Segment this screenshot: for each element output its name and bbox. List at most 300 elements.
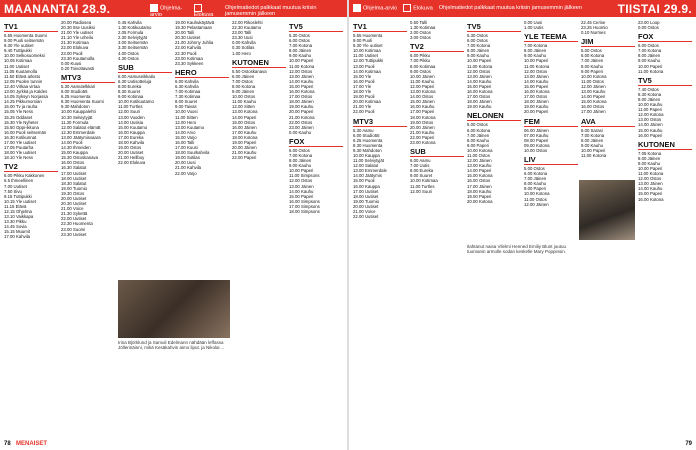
program-listing: 12.05 Puolen tunnin (4, 78, 43, 84)
program-listing: 13.00 Puoli (353, 63, 375, 69)
program-listing: 22.30 Huomenta (61, 221, 93, 227)
program-listing: 15.00 Paperi (289, 193, 314, 199)
channel-name: LIV (524, 155, 578, 165)
program-listing: 7.00 Pikku (410, 58, 431, 64)
program-listing: 4.30 Ostos (118, 55, 139, 61)
program-listing: 19.00 Tuomio (61, 185, 88, 191)
program-listing: 10.15 Yle uutiset (4, 198, 36, 204)
program-listing: 15.00 Kauhu (638, 127, 663, 133)
program-listing: 12.00 Salatut elämät (61, 124, 101, 130)
program-listing: 17.00 Uutiset (61, 170, 87, 176)
program-listing: 6.30 Kahvila (175, 83, 199, 89)
program-listing: 17.00 Eureka (118, 134, 144, 140)
program-listing: 13.00 Jäinen (638, 181, 663, 187)
program-listing: 15.00 Varjo (175, 134, 197, 140)
program-listing: 5.30 Ostos (289, 33, 310, 38)
program-listing: 12.15 Ohjelma (4, 209, 32, 214)
program-listing: 20.30 Uutiset (61, 201, 87, 207)
program-listing: 6.00 Aamuseikkailu (118, 73, 156, 79)
program-listing: 18.00 Yle (353, 89, 372, 95)
program-listing: 8.00 Eureka (410, 168, 434, 174)
program-listing: 15.00 Yle (353, 73, 372, 79)
program-listing: 20.30 Itse Uusiksi (61, 25, 95, 31)
program-listing: 15.00 Kuutamo (118, 124, 148, 130)
schedule-column (410, 20, 464, 194)
program-listing: 11.00 Kotona (638, 171, 664, 177)
channel-name: FEM (524, 117, 578, 127)
program-listing: 10.00 Selkosuomeksi (4, 53, 45, 59)
program-listing: 22.00 Elokuva (61, 45, 89, 51)
program-listing: 20.30 Uutiset (175, 35, 201, 41)
program-listing: 19.00 Tuomio (353, 198, 380, 204)
program-listing: 15.25 Oddaset (4, 114, 33, 120)
program-listing: 23.25 Huomio (581, 25, 608, 31)
program-listing: 8.30 Huomenta (353, 142, 383, 148)
program-listing: 11.00 Ostos (467, 152, 490, 158)
program-listing: 3.30 Seitsemän (118, 45, 148, 51)
program-listing: 9.00 Taivas (175, 104, 197, 110)
program-listing: 12.00 Ostos (638, 176, 662, 182)
rating-square-icon (150, 4, 158, 12)
program-listing: 11.00 Kotona (524, 63, 550, 69)
program-listing: 10.00 Kotona (524, 191, 550, 197)
program-listing: 22.30 Kuutamo (232, 25, 262, 31)
schedule-column (175, 20, 229, 176)
program-listing: 9.00 Kauhu (638, 58, 660, 64)
program-listing: 9.00 Kauhu (524, 53, 546, 59)
program-listing: 10.00 Kauhu (638, 102, 663, 108)
program-listing: 17.00 Yle (353, 83, 372, 89)
channel-name: TV5 (467, 22, 521, 32)
program-listing: 14.00 Kotimaa (353, 68, 381, 74)
schedule-column (289, 20, 343, 214)
program-listing: 15.15 Muumit (4, 229, 31, 235)
program-listing: 0.00 Kauhu (289, 129, 311, 135)
program-listing: 15.00 Puoli (353, 178, 375, 184)
program-listing: 18.00 Jäinen (524, 99, 549, 105)
program-listing: 5.55 Huomenta Suomi (4, 33, 47, 38)
program-listing: 15.30 Ostoskanava (61, 155, 99, 161)
program-listing: 6.25 Huomenta (353, 137, 383, 143)
program-listing: 6.00 Kotona (524, 171, 548, 177)
program-listing: 9.00 Paperi (581, 68, 603, 74)
program-listing: 22.00 Puoli (353, 109, 375, 115)
program-listing: 12.00 Hero (175, 119, 197, 125)
program-listing: 14.45 Sovia (4, 224, 27, 230)
program-listing: 19.00 Puoli (353, 94, 375, 100)
program-listing: 14.00 Kauhu (638, 186, 663, 192)
program-listing: 13.00 Kotona (410, 89, 436, 95)
program-listing: 8.00 Kotona (232, 83, 256, 89)
program-listing: 12.00 Sitten (232, 104, 255, 110)
program-listing: 14.05 Syksyn Norjassa (4, 94, 48, 100)
program-listing: 14.00 Puoli (61, 139, 83, 145)
program-listing: 22.00 Uutiset (353, 214, 379, 220)
program-listing: 12.00 Suuri (118, 109, 140, 115)
program-listing: 15.00 Paperi (638, 191, 663, 197)
program-listing: 0.00 Uusi (524, 20, 543, 25)
program-listing: 6.00 Kahvila (175, 78, 199, 84)
channel-name: TV5 (289, 22, 343, 32)
program-listing: 9.00 Kauhu (638, 160, 660, 166)
program-listing: 21.00 Yle uutiset (61, 30, 93, 36)
program-listing: 10.00 Paperi (467, 58, 492, 64)
channel-name: SUB (118, 63, 172, 73)
program-listing: 20.00 Jäinen (232, 145, 257, 151)
program-listing: 7.00 Uutiset (4, 183, 27, 189)
program-listing: 7.40 Ostos (638, 86, 659, 92)
program-listing: 14.00 Kauhu (524, 78, 549, 84)
program-listing: 20.00 Jäinen (410, 124, 435, 130)
program-listing: 0.10 Nurmes (581, 30, 606, 36)
program-listing: 20.00 Kotona (467, 198, 493, 204)
program-listing: 10.00 Paperi (289, 58, 314, 64)
program-listing: 5.30 Aamutelkkari (61, 83, 96, 89)
program-listing: 23.00 Loop (638, 20, 660, 25)
channel-name: SUB (410, 147, 464, 157)
program-listing: 15.50 Oppi-ikkuna (4, 124, 39, 130)
program-listing: 21.00 Kotona (289, 114, 315, 120)
program-listing: 16.00 Simpsons (289, 198, 320, 204)
program-listing: 13.30 Pikku (4, 219, 27, 225)
program-listing: 0.50 Talli (410, 20, 427, 25)
program-listing: 21.00 Hellboy (118, 155, 145, 161)
program-listing: 15.00 Tv ja rauha (4, 104, 38, 110)
program-listing: 0.00 Kahvila (232, 40, 256, 46)
channel-name: FOX (638, 32, 692, 42)
program-listing: 12.00 Kotona (638, 112, 664, 118)
program-listing: 22.00 Ostos (289, 119, 313, 125)
program-listing: 5.55 Huomenta (353, 33, 383, 38)
legend-film: Elokuva (403, 4, 433, 12)
program-listing: 18.00 Yle uutiset (4, 150, 36, 156)
program-listing: 21.30 Sykettä (61, 211, 88, 217)
program-listing: 20.00 Paperi (289, 109, 314, 115)
schedule-column (232, 20, 286, 160)
program-listing: 18.00 Jäinen (467, 99, 492, 105)
legend-film: Elokuva (194, 4, 219, 18)
schedule-column (638, 20, 692, 202)
program-listing: 11.00 Sitten (175, 114, 198, 120)
program-listing: 6.25 Huomenta (61, 94, 91, 100)
program-listing: 13.00 Ostos (638, 117, 662, 123)
channel-name: MTV3 (353, 117, 407, 127)
program-listing: 7.00 Kotona (638, 48, 662, 54)
program-listing: 13.00 Kauhu (467, 163, 492, 169)
program-listing: 10.30 Selviytyjät (61, 114, 93, 120)
program-listing: 10.00 Paperi (638, 165, 663, 171)
program-listing: 9.00 Puoli (353, 38, 373, 44)
program-listing: 16.00 Kotona (467, 89, 493, 95)
program-listing: 19.00 Paperi (232, 139, 257, 145)
program-listing: 23.30 Kuutamolla (61, 55, 95, 61)
program-listing: 17.00 Ostos (289, 94, 313, 100)
program-listing: 0.30 Sotilas (232, 45, 255, 51)
program-listing: 12.30 Emmerdale (61, 129, 95, 135)
schedule-column (467, 20, 521, 204)
channel-name: TV1 (4, 22, 58, 32)
program-listing: 7.00 Ostos (232, 78, 253, 84)
program-listing: 11.15 Elävä (4, 203, 27, 209)
channel-name: TV2 (4, 162, 58, 172)
program-listing: 16.30 Kotikunnat (4, 134, 37, 140)
program-listing: 13.10 Vaikkapa (4, 214, 34, 220)
program-listing: 0.00 Ostos (638, 25, 659, 31)
program-listing: 06.00 Jäinen (524, 127, 549, 133)
program-listing: 6.00 Ostos (638, 43, 659, 49)
program-listing: 7.00 Kotona (289, 43, 313, 49)
program-listing: 4.00 Ostos (118, 50, 139, 56)
program-listing: 5.30 Ostos (467, 33, 488, 38)
program-listing: 23.00 Suomi (61, 226, 86, 232)
program-listing: 17.00 Yle uutiset (4, 139, 36, 145)
program-listing: 17.00 Kuusi (175, 145, 198, 151)
program-listing: 15.00 Kotona (467, 173, 493, 179)
program-listing: 16.00 Ostos (581, 104, 605, 110)
program-listing: 12.00 Ostos (289, 68, 313, 74)
program-listing: 13.00 Jäinen (289, 73, 314, 79)
program-listing: 15.00 Kotona (581, 99, 607, 105)
program-listing: 6.00 Kotona (467, 127, 491, 133)
program-listing: 23.00 Kotona (410, 139, 436, 145)
program-listing: 23.00 Talli (232, 30, 252, 36)
program-listing: 7.00 Kotona (581, 132, 605, 138)
program-listing: 20.00 Kotimaa (353, 99, 381, 105)
program-listing: 16.00 Kauppa (118, 129, 145, 135)
program-listing: 18.00 Kotona (232, 134, 258, 140)
program-listing: 6.00 Studio55 (61, 89, 88, 95)
program-listing: 11.00 Uutiset (353, 53, 379, 59)
rating-square-icon (353, 4, 361, 12)
program-listing: 8.00 Jäinen (638, 155, 661, 161)
program-listing: 7.00 Kotona (289, 152, 313, 158)
program-listing: 13.00 Jäinen (289, 183, 314, 189)
program-listing: 10.00 Jäinen (410, 73, 435, 79)
program-listing: 10.00 Vuosi (175, 109, 198, 115)
program-listing: 19.00 Kauhu (467, 104, 492, 110)
program-listing: 16.00 Kauhu (410, 104, 435, 110)
program-listing: 15.00 Paperi (467, 83, 492, 89)
channel-name: MTV3 (61, 73, 115, 83)
program-listing: 10.00 Kauppalehti (61, 109, 96, 115)
program-listing: 7.05 Kotona (638, 150, 662, 156)
program-listing: 14.00 Uutisia (118, 119, 144, 125)
program-listing: 10.00 Ostos (232, 94, 256, 100)
program-listing: 20.00 Uusi (175, 160, 196, 166)
program-listing: 12.00 Tuttipukki (353, 58, 384, 64)
paper-name: MENAISET (16, 441, 48, 447)
program-listing: 10.00 Paperi (638, 63, 663, 69)
program-listing: 9.00 Kauhu (289, 163, 311, 169)
program-listing: 19.00 Kauhu (289, 104, 314, 110)
program-listing: 16.00 Puoli seitsemän (4, 129, 47, 135)
program-listing: 19.30 Pelastamaan (175, 25, 213, 31)
program-listing: 7.00 Jäinen (467, 132, 490, 138)
program-listing: 7.30 Kotimaa (175, 94, 201, 100)
program-listing: 17.00 Simpsons (289, 203, 320, 209)
program-listing: 20.00 Uutiset (118, 150, 144, 156)
program-listing: 16.00 Ostos (61, 160, 85, 166)
program-listing: 1.30 Kotimaa (410, 25, 436, 31)
program-listing: 6.00 Pikku Kakkonen (4, 173, 45, 179)
program-listing: 6.00 Aamu (410, 158, 431, 164)
program-listing: 6.00 Ostos (467, 38, 488, 44)
program-listing: 17.00 Paperi (410, 109, 435, 115)
program-listing: 11.30 Formula (61, 119, 89, 125)
program-listing: 8.00 Jäinen (289, 48, 312, 54)
program-listing: 17.00 Ostos (467, 94, 491, 100)
program-listing: 7.50 Sivu (4, 188, 22, 194)
channel-name: HERO (175, 68, 229, 78)
program-listing: 2.30 Selviytyjät (118, 35, 147, 41)
program-listing: 17.00 Kahvila (4, 234, 31, 240)
program-listing: 16.00 Talli (175, 139, 195, 145)
channel-name: JIM (581, 37, 635, 47)
program-listing: 9.00 Kauhu (289, 53, 311, 59)
program-listing: 16.00 Jäinen (232, 124, 257, 130)
program-listing: 11.00 Kotona (581, 152, 607, 158)
program-listing: 12.00 Ostos (524, 68, 548, 74)
program-listing: 11.05 Kuutamolla (4, 68, 38, 74)
program-listing: 20.00 Talli (175, 30, 195, 36)
program-listing: 15.00 Paperi (289, 83, 314, 89)
film-square-icon (403, 4, 411, 12)
photo-caption-tuesday: Ilahtanut naisa Vilelmi Henned Emiliy Blunt joutuu tuomanin armolle sodan keskelle Mary Poppinsin. (467, 244, 567, 255)
program-listing: 18.00 Kauhu (467, 188, 492, 194)
program-listing: 18.00 Kotona (410, 114, 436, 120)
program-listing: 9.00 Kauhu (581, 142, 603, 148)
program-listing: 9.30 Yle uutiset (353, 43, 383, 49)
program-listing: 18.00 Suurkahvila (175, 150, 210, 156)
program-listing: 18.00 Uutiset (353, 193, 379, 199)
program-listing: 16.00 Kotona (289, 89, 315, 95)
program-listing: 8.00 Jäinen (581, 137, 604, 143)
program-listing: 11.00 Simpsons (289, 173, 320, 179)
channel-name: AVA (581, 117, 635, 127)
program-listing: 7.00 Jäinen (581, 58, 604, 64)
program-listing: 9.00 Kauhu (467, 53, 489, 59)
program-listing: 21.00 Kauhu (410, 129, 435, 135)
program-listing: 14.30 Ihmeiden (61, 145, 91, 151)
program-listing: 15.05 Yle Ness (4, 109, 34, 115)
program-listing: 9.00 Puoli seitsemän (4, 38, 44, 44)
program-listing: 1.00 Uutis (524, 25, 544, 31)
program-listing: 10.00 Paperi (581, 147, 606, 153)
program-listing: 2.00 Ostos (410, 30, 431, 36)
program-listing: 10.00 Paperi (524, 58, 549, 64)
program-listing: 8.00 Jäinen (289, 158, 312, 164)
program-listing: 6.00 Ostos (289, 147, 310, 153)
program-listing: 16.00 Kotona (638, 196, 664, 202)
program-listing: 13.00 Jäinen (524, 73, 549, 79)
program-listing: 13.00 Kauhu (581, 89, 606, 95)
film-square-icon (194, 4, 202, 12)
program-listing: 12.00 Ostos (467, 68, 491, 74)
program-listing: 10.00 Kotona (467, 147, 493, 153)
program-listing: 19.00 Sotilas (175, 155, 200, 161)
program-listing: 11.00 Paperi (638, 107, 663, 113)
program-listing: 7.00 Uutis (410, 163, 430, 169)
program-listing: 11.00 Kotona (467, 63, 493, 69)
program-listing: 14.25 Pikkumorsian (4, 99, 42, 105)
channel-name: YLE TEEMA (524, 32, 578, 42)
page-header-tuesday (349, 0, 696, 17)
program-listing: 1.00 Hero (232, 50, 251, 56)
program-listing: 23.00 Jäinen (289, 124, 314, 130)
program-listing: 13.00 Vuoden (118, 114, 145, 120)
schedule-column (118, 20, 172, 165)
program-listing: 15.30 Yle Nyheter (4, 119, 39, 125)
program-listing: 9.15 Tuttipukki (4, 193, 32, 199)
program-listing: 16.00 Puoli (353, 78, 375, 84)
program-listing: 5.30 Aamu (353, 127, 374, 133)
program-listing: 19.00 Kauhu (524, 104, 549, 110)
program-listing: 18.10 Yle Ness (4, 155, 34, 161)
program-listing: 23.00 Puoli (61, 50, 83, 56)
program-listing: 13.00 Emmerdale (353, 168, 387, 174)
program-listing: 0.00 Kuusi (61, 60, 82, 66)
program-listing: 9.30 Mahdoton (61, 104, 90, 110)
program-listing: 17.00 Jäinen (467, 183, 492, 189)
movie-still-photo (118, 280, 230, 338)
program-listing: 6.30 Uutisotteluja (118, 78, 152, 84)
schedule-column (524, 20, 578, 207)
program-listing: 12.00 Ostos (289, 178, 313, 184)
program-listing: 5.00 Ostos (467, 122, 488, 128)
program-listing: 16.00 Kotona (524, 89, 550, 95)
program-listing: 16.00 Paperi (638, 132, 663, 138)
program-listing: 23.30 Uusi (232, 35, 253, 41)
program-listing: 12.00 Salatut (353, 163, 379, 169)
program-listing: 23.00 Kotimaa (175, 55, 203, 61)
program-listing: 19.00 Ostos (410, 119, 434, 125)
program-listing: 15.00 Paperi (524, 83, 549, 89)
program-listing: 10.05 Kotimaa (4, 58, 32, 64)
program-listing: 8.00 Kauhu (524, 181, 546, 187)
program-listing: 6.00 Studio55 (353, 132, 380, 138)
program-listing: 9.30 Yle uutiset (4, 43, 34, 49)
program-listing: 14.00 Ostos (410, 94, 434, 100)
program-listing: 9.00 Suuret (410, 173, 433, 179)
program-listing: 16.30 Salatut (61, 165, 87, 171)
program-listing: 17.00 Uutiset (353, 188, 379, 194)
program-listing: 9.00 Jäinen (638, 96, 661, 102)
program-listing: 7.00 Kotona (524, 43, 548, 49)
program-listing: 11.00 Selviytyjät (353, 158, 384, 164)
program-listing: 21.00 Kauhu (232, 150, 257, 156)
program-listing: 12.00 Jäinen (467, 158, 492, 164)
program-listing: 22.00 Paperi (232, 155, 257, 161)
program-listing: 8.00 Jäinen (524, 48, 547, 54)
program-listing: 14.00 Jäinen (638, 122, 663, 128)
program-listing: 22.00 Uutiset (61, 216, 87, 222)
channel-name: TV5 (638, 76, 692, 86)
program-listing: 21.10 Yle urheilu (61, 35, 94, 41)
program-listing: 12.00 Paperi (410, 83, 435, 89)
program-listing: 12.00 Suuri (410, 188, 432, 194)
program-listing: 11.00 Kotona (638, 68, 664, 74)
legend-note: Ohjelmatiedot palkkaat muutua kriisin jamusemmin jälkeen (224, 5, 317, 17)
program-listing: 22.30 Puoli (175, 50, 197, 56)
program-listing: 3.00 Seitsemän (118, 40, 148, 46)
program-listing: 22.00 Elokuva (118, 160, 146, 166)
program-listing: 07.00 Kauhu (524, 132, 549, 138)
program-listing: 17.00 Jäinen (581, 109, 606, 115)
program-listing: 10.00 Kotikuutamo (118, 99, 154, 105)
program-listing: 22.00 Rikoslehti (232, 20, 263, 25)
channel-name: TV2 (410, 42, 464, 52)
program-listing: 14.00 Kauhu (467, 78, 492, 84)
